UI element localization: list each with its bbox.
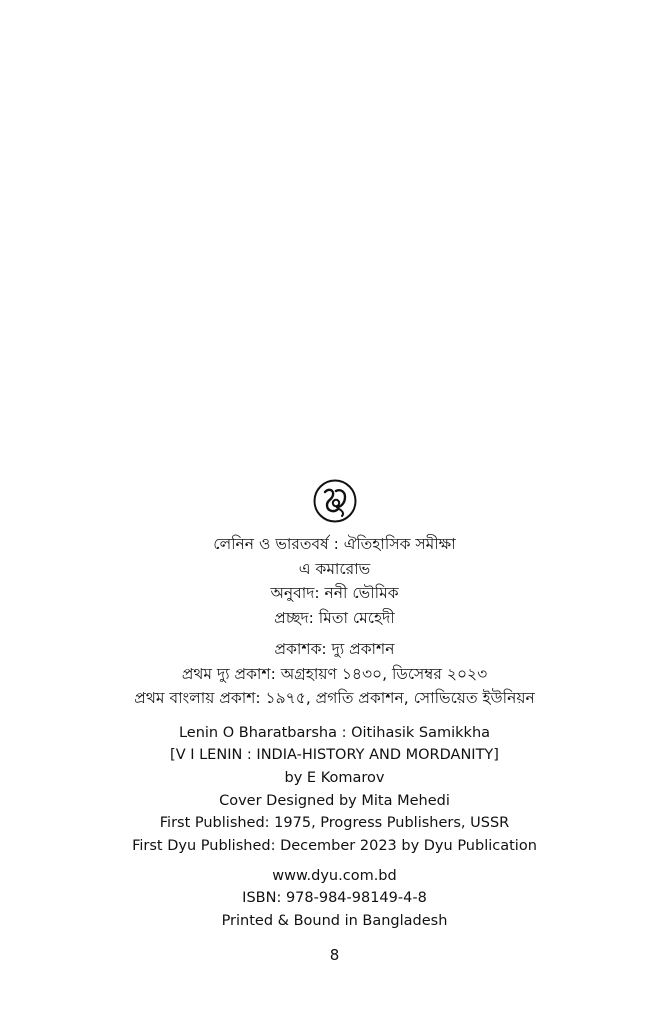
publisher-website: www.dyu.com.bd: [272, 867, 397, 884]
imprint-block: [0, 478, 669, 933]
page-number: 8: [329, 946, 340, 964]
dyu-publisher-logo-icon: [312, 478, 358, 524]
english-author: by E Komarov: [284, 769, 385, 786]
english-first-dyu-published: First Dyu Published: December 2023 by Dyu Publication: [132, 838, 537, 855]
bangla-credits: [0, 532, 669, 711]
bangla-publisher: প্রকাশক: দ্যু প্রকাশন: [274, 640, 395, 658]
bangla-author: এ কমারোভ: [298, 559, 371, 578]
bangla-cover-designer: প্রচ্ছদ: মিতা মেহেদী: [274, 608, 395, 627]
english-credits: [0, 722, 669, 933]
english-original-title: [V I LENIN : INDIA-HISTORY AND MORDANITY]: [170, 747, 499, 764]
printed-in: Printed & Bound in Bangladesh: [221, 913, 448, 930]
bangla-translator: অনুবাদ: ননী ভৌমিক: [270, 584, 399, 602]
isbn: ISBN: 978-984-98149-4-8: [242, 890, 427, 907]
publisher-logo: [0, 478, 669, 526]
bangla-first-dyu-edition: প্রথম দ্যু প্রকাশ: অগ্রহায়ণ ১৪৩০, ডিসেম্বর ২০২৩: [181, 664, 488, 683]
english-cover-designer: Cover Designed by Mita Mehedi: [219, 792, 450, 809]
english-title: Lenin O Bharatbarsha : Oitihasik Samikkha: [178, 724, 491, 741]
english-first-published: First Published: 1975, Progress Publishers, USSR: [159, 815, 510, 832]
bangla-first-bangla-edition: প্রথম বাংলায় প্রকাশ: ১৯৭৫, প্রগতি প্রকাশন, সোভিয়েত ইউনিয়ন: [134, 689, 535, 707]
bangla-title: লেনিন ও ভারতবর্ষ : ঐতিহাসিক সমীক্ষা: [213, 535, 456, 553]
